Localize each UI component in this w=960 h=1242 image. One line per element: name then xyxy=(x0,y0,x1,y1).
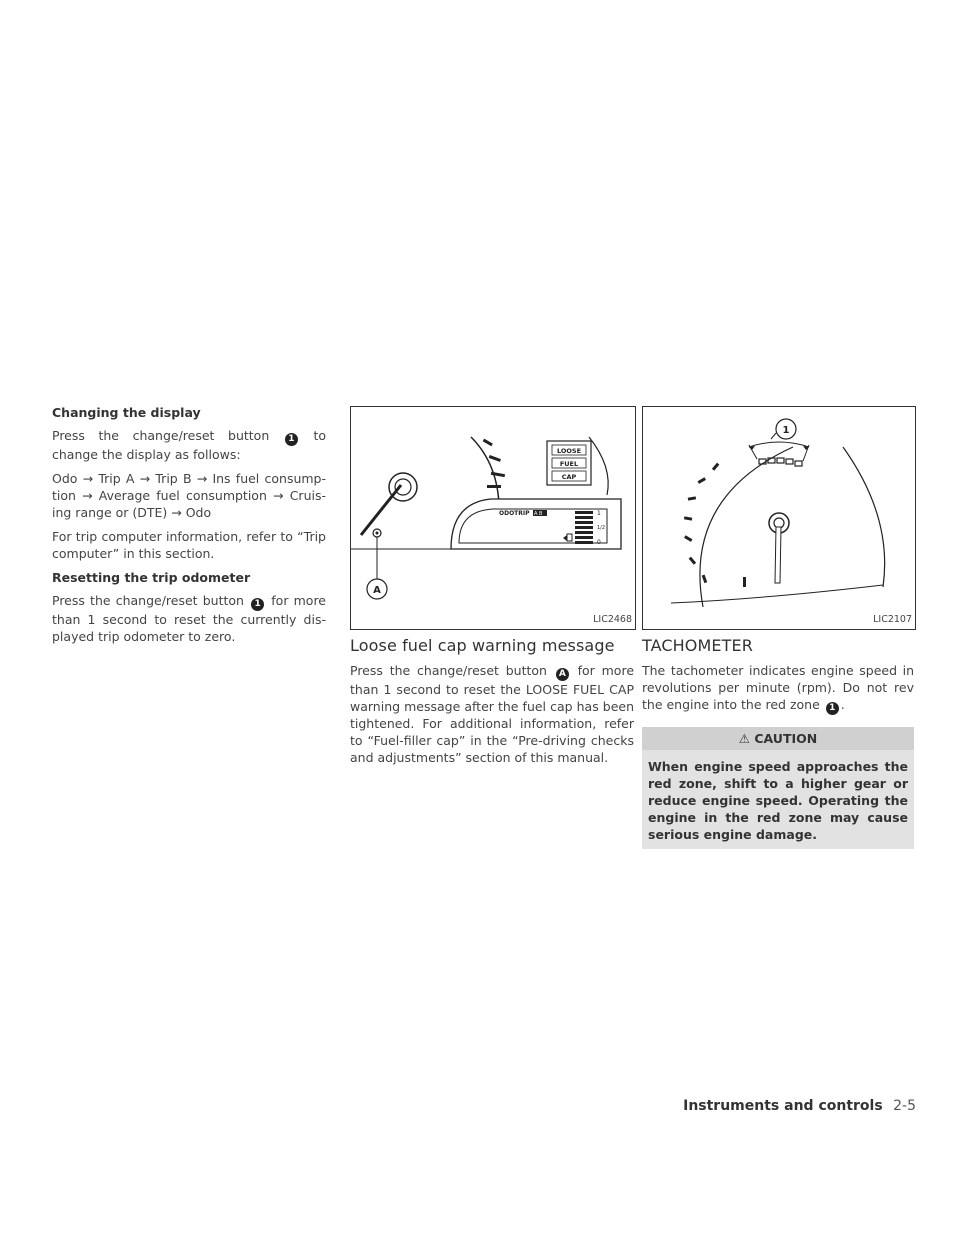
tick xyxy=(483,439,493,447)
marker-1-b: 1 xyxy=(251,598,264,611)
tachometer-ticks xyxy=(684,463,746,587)
tick xyxy=(487,485,501,488)
changing-display-heading: Changing the display xyxy=(52,405,201,420)
caution-box xyxy=(642,727,914,849)
tick xyxy=(491,472,505,477)
left-paragraph-2: Odo → Trip A → Trip B → Ins fuel consump-tion → Average fuel consumption → Cruis-ing range or (DTE) → Odo xyxy=(52,471,326,520)
figure-id-2: LIC2107 xyxy=(873,614,912,625)
red-zone-marks xyxy=(759,458,802,466)
fuel-label: FUEL xyxy=(559,460,579,468)
cluster-illustration xyxy=(351,407,635,629)
right-column xyxy=(642,406,914,849)
marker-a: A xyxy=(556,668,569,681)
page-number: 2-5 xyxy=(893,1098,916,1114)
page-footer xyxy=(683,1098,916,1114)
callout-1-label: 1 xyxy=(782,425,790,436)
warning-triangle-icon: ⚠ xyxy=(738,731,750,746)
tachometer-paragraph: The tachometer indicates engine speed in revolutions per minute (rpm). Do not rev the engine into the red zone 1 . xyxy=(642,663,914,713)
loose-fuel-cap-paragraph: Press the change/reset button A for more than 1 second to reset the LOOSE FUEL CAP warning message after the fuel cap has been tightened. For additional information, refer to “Fuel-filler cap” in the “Pre-driving checks and adjustments” section of this manual. xyxy=(350,663,635,765)
marker-1: 1 xyxy=(285,433,298,446)
callout-a-label: A xyxy=(373,585,381,596)
tick xyxy=(489,455,501,462)
gauge-half: 1/2 xyxy=(597,525,606,531)
left-paragraph-3: For trip computer information, refer to “Trip computer” in this section. xyxy=(52,529,326,561)
resetting-heading: Resetting the trip odometer xyxy=(52,570,251,585)
tachometer-illustration xyxy=(643,407,915,629)
display-panel xyxy=(451,499,621,549)
middle-column xyxy=(350,406,634,773)
left-paragraph-1: Press the change/reset button 1 to change the display as follows: xyxy=(52,428,327,462)
tachometer-figure xyxy=(642,406,916,630)
tachometer-heading: TACHOMETER xyxy=(642,636,753,655)
footer-section: Instruments and controls xyxy=(683,1098,883,1114)
loose-label: LOOSE xyxy=(556,447,582,455)
caution-body: When engine speed approaches the red zone, shift to a higher gear or reduce engine speed. Operating the engine in the red zone may cause serious engine damage. xyxy=(648,759,908,842)
left-text-column xyxy=(52,404,326,652)
loose-fuel-cap-figure xyxy=(350,406,636,630)
gauge-empty: 0 xyxy=(597,539,601,546)
odo-label: ODOTRIP xyxy=(499,510,530,517)
figure-id: LIC2468 xyxy=(593,614,632,625)
loose-fuel-cap-heading: Loose fuel cap warning message xyxy=(350,636,615,655)
tachometer-needle xyxy=(775,527,781,583)
marker-1-c: 1 xyxy=(826,702,839,715)
caution-header xyxy=(642,727,914,750)
odo-badge: A B xyxy=(534,511,543,517)
gauge-full: 1 xyxy=(597,510,601,517)
caution-title: CAUTION xyxy=(754,731,818,746)
left-paragraph-4: Press the change/reset button 1 for more than 1 second to reset the currently dis-played trip odometer to zero. xyxy=(52,593,326,644)
cap-label: CAP xyxy=(561,473,577,481)
